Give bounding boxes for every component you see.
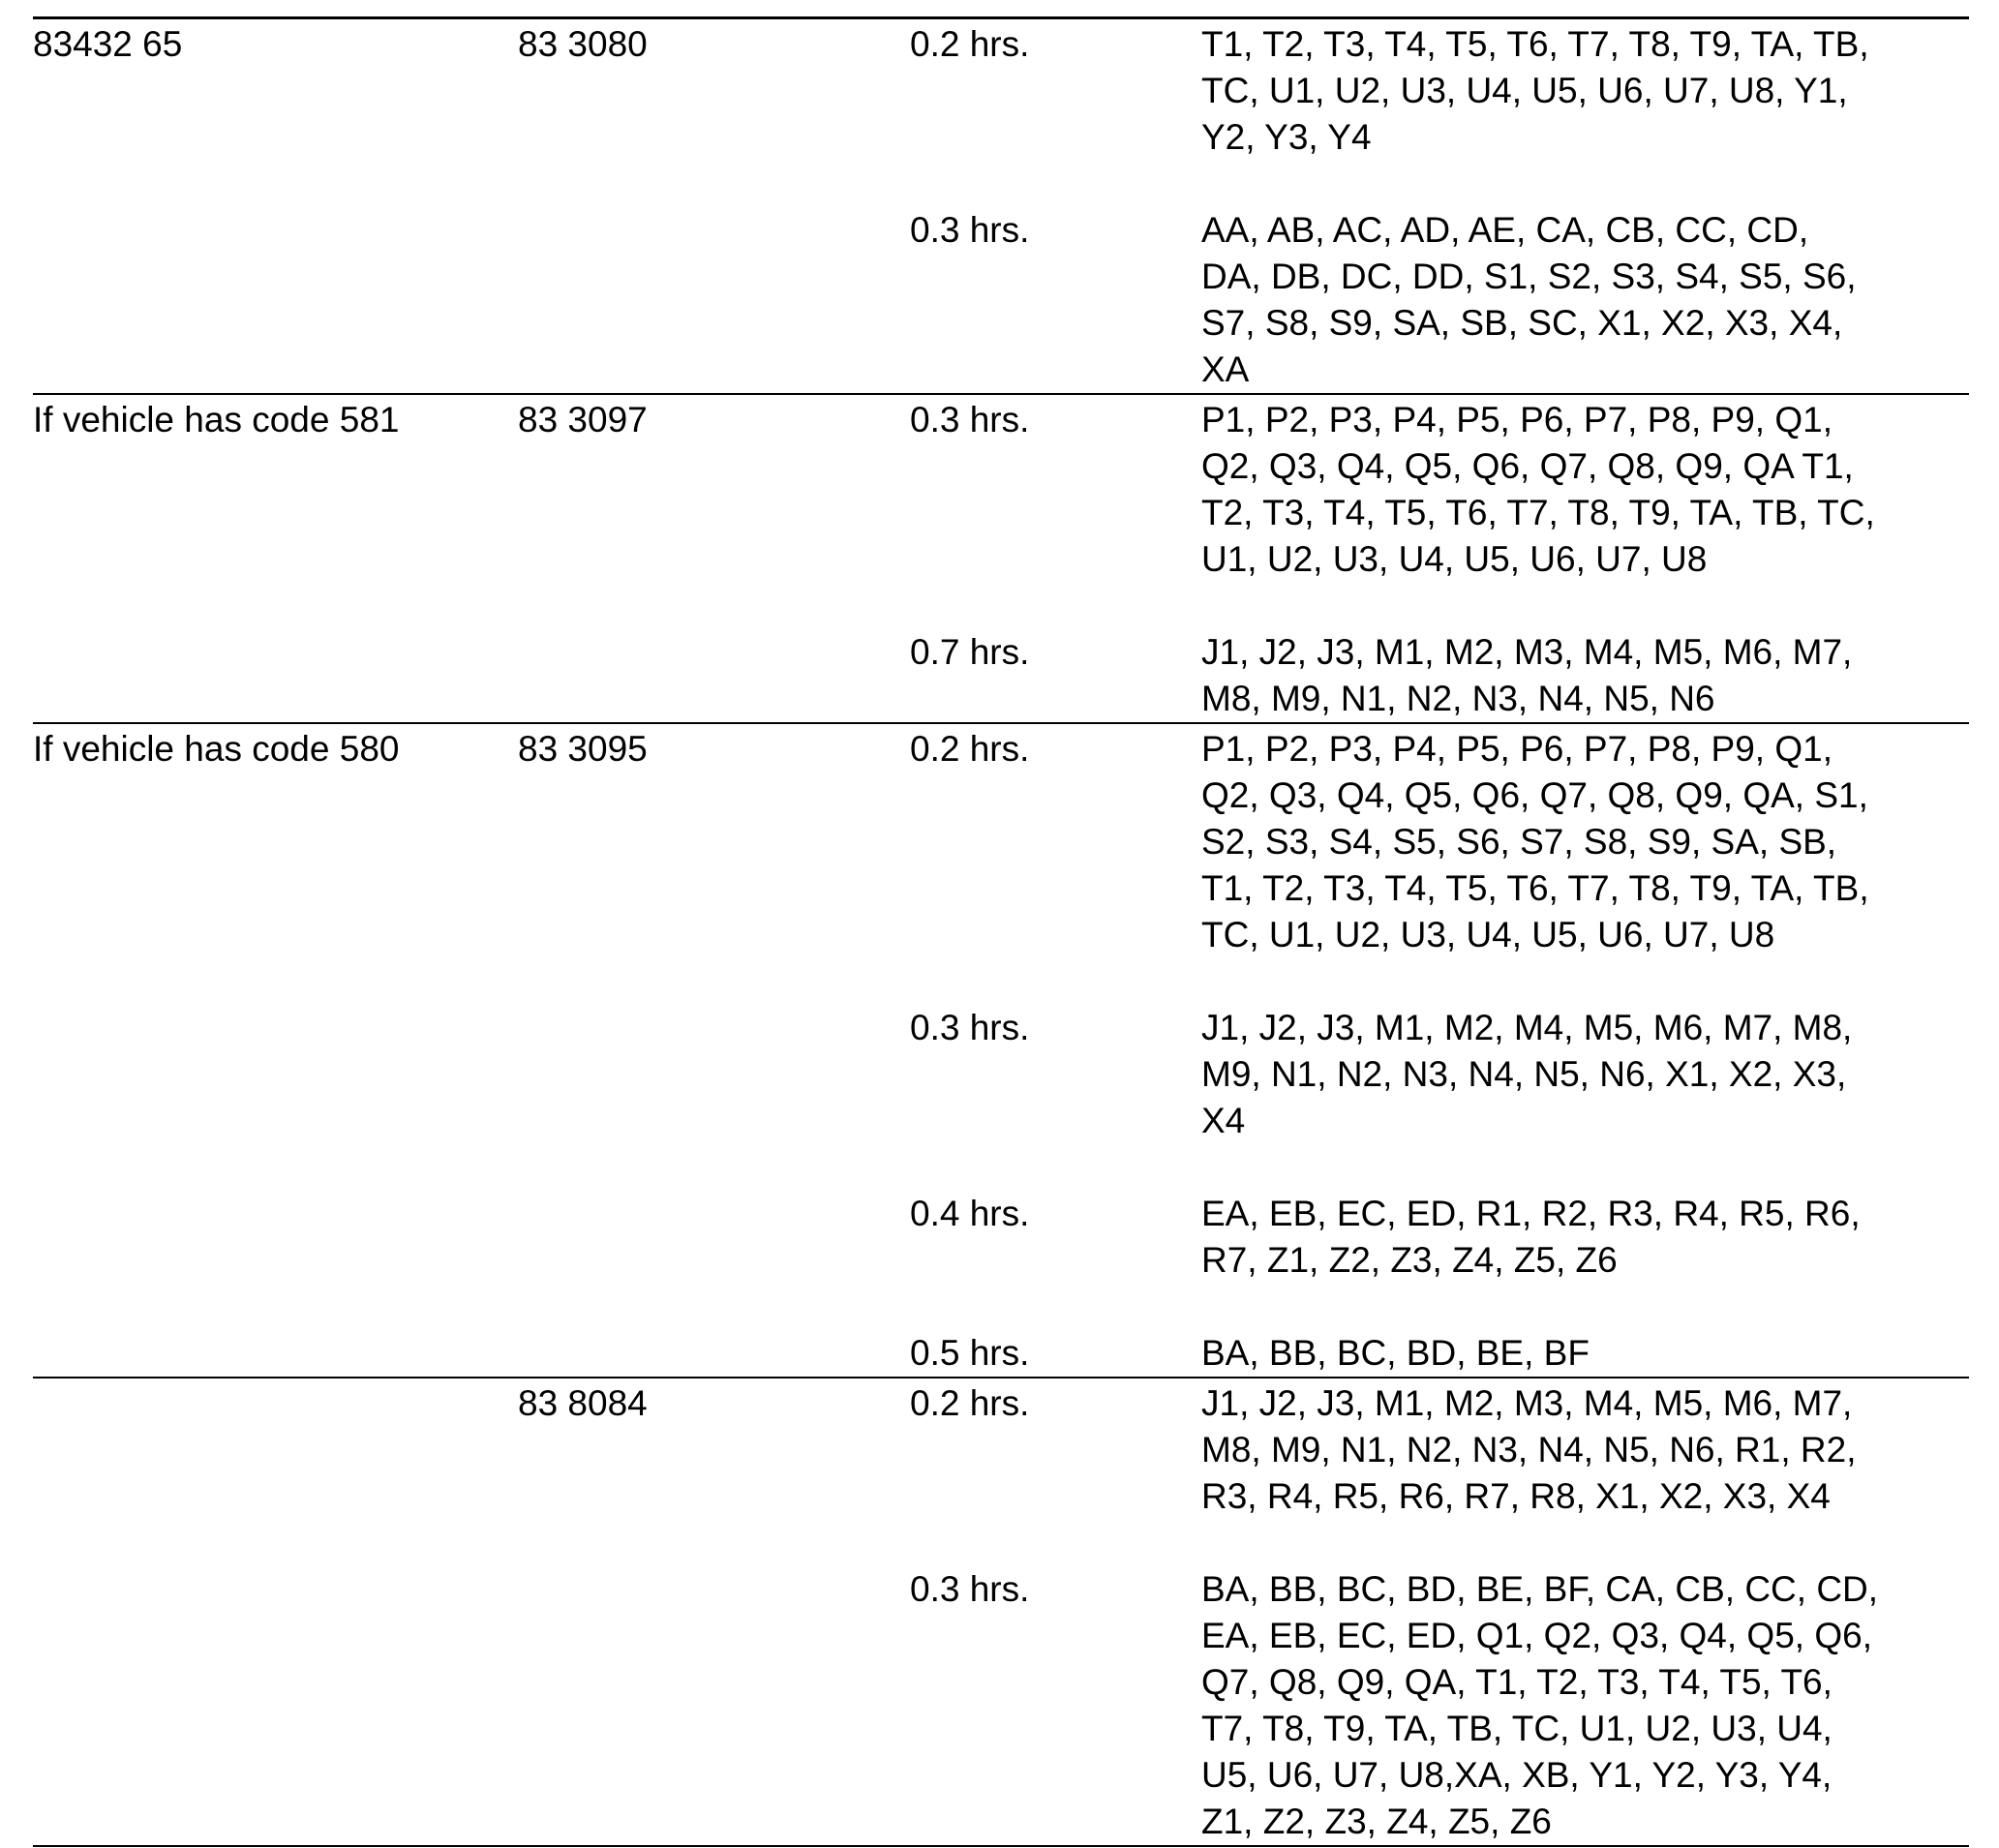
time-entry <box>33 397 1969 583</box>
time-entry <box>33 726 1969 958</box>
time-entry <box>33 1005 1969 1144</box>
vehicle-codes: J1, J2, J3, M1, M2, M3, M4, M5, M6, M7, M8, M9, N1, N2, N3, N4, N5, N6, R1, R2, R3, R4, R5, R6, R7, R8, X1, X2, X3, X4 <box>1201 1383 1857 1516</box>
model-cell: If vehicle has code 580 <box>33 729 400 769</box>
labor-time: 0.3 hrs. <box>910 1008 1030 1047</box>
table-row <box>33 16 1969 393</box>
table-row <box>33 393 1969 722</box>
time-entry <box>33 629 1969 722</box>
table-row <box>33 1377 1969 1847</box>
labor-time: 0.2 hrs. <box>910 1383 1030 1423</box>
operation-number: 83 8084 <box>518 1383 648 1423</box>
time-entry <box>33 1330 1969 1377</box>
vehicle-codes: BA, BB, BC, BD, BE, BF, CA, CB, CC, CD, EA, EB, EC, ED, Q1, Q2, Q3, Q4, Q5, Q6, Q7, Q8, Q9, QA, T1, T2, T3, T4, T5, T6, T7, T8, T9, TA, TB, TC, U1, U2, U3, U4, U5, U6, U7, U8,XA, XB, Y1, Y2, Y3, Y4, Z1, Z2, Z3, Z4, Z5, Z6 <box>1201 1569 1879 1841</box>
time-entry <box>33 21 1969 161</box>
vehicle-codes: BA, BB, BC, BD, BE, BF <box>1201 1333 1590 1373</box>
time-entry <box>33 1191 1969 1284</box>
labor-time: 0.3 hrs. <box>910 210 1030 250</box>
vehicle-codes: P1, P2, P3, P4, P5, P6, P7, P8, P9, Q1, Q2, Q3, Q4, Q5, Q6, Q7, Q8, Q9, QA T1, T2, T3, T4, T5, T6, T7, T8, T9, TA, TB, TC, U1, U2, U3, U4, U5, U6, U7, U8 <box>1201 400 1875 579</box>
labor-time: 0.5 hrs. <box>910 1333 1030 1373</box>
vehicle-codes: J1, J2, J3, M1, M2, M4, M5, M6, M7, M8, M9, N1, N2, N3, N4, N5, N6, X1, X2, X3, X4 <box>1201 1008 1853 1140</box>
operation-number: 83 3095 <box>518 729 648 769</box>
model-cell: 83432 65 <box>33 24 183 64</box>
labor-time: 0.7 hrs. <box>910 632 1030 672</box>
vehicle-codes: AA, AB, AC, AD, AE, CA, CB, CC, CD, DA, DB, DC, DD, S1, S2, S3, S4, S5, S6, S7, S8, S9, SA, SB, SC, X1, X2, X3, X4, XA <box>1201 210 1857 389</box>
labor-time: 0.4 hrs. <box>910 1194 1030 1233</box>
labor-time: 0.3 hrs. <box>910 400 1030 439</box>
vehicle-codes: J1, J2, J3, M1, M2, M3, M4, M5, M6, M7, M8, M9, N1, N2, N3, N4, N5, N6 <box>1201 632 1853 718</box>
time-entry <box>33 207 1969 393</box>
time-entry <box>33 1566 1969 1845</box>
labor-time: 0.2 hrs. <box>910 24 1030 64</box>
vehicle-codes: EA, EB, EC, ED, R1, R2, R3, R4, R5, R6, R7, Z1, Z2, Z3, Z4, Z5, Z6 <box>1201 1194 1861 1280</box>
vehicle-codes: P1, P2, P3, P4, P5, P6, P7, P8, P9, Q1, Q2, Q3, Q4, Q5, Q6, Q7, Q8, Q9, QA, S1, S2, S3, S4, S5, S6, S7, S8, S9, SA, SB, T1, T2, T3, T4, T5, T6, T7, T8, T9, TA, TB, TC, U1, U2, U3, U4, U5, U6, U7, U8 <box>1201 729 1869 954</box>
model-cell: If vehicle has code 581 <box>33 400 400 439</box>
vehicle-codes: T1, T2, T3, T4, T5, T6, T7, T8, T9, TA, TB, TC, U1, U2, U3, U4, U5, U6, U7, U8, Y1, Y2, Y3, Y4 <box>1201 24 1869 157</box>
labor-time: 0.2 hrs. <box>910 729 1030 769</box>
time-entry <box>33 1380 1969 1520</box>
labor-time: 0.3 hrs. <box>910 1569 1030 1609</box>
operation-number: 83 3097 <box>518 400 648 439</box>
labor-time-table <box>33 16 1969 1847</box>
table-row <box>33 722 1969 1377</box>
operation-number: 83 3080 <box>518 24 648 64</box>
